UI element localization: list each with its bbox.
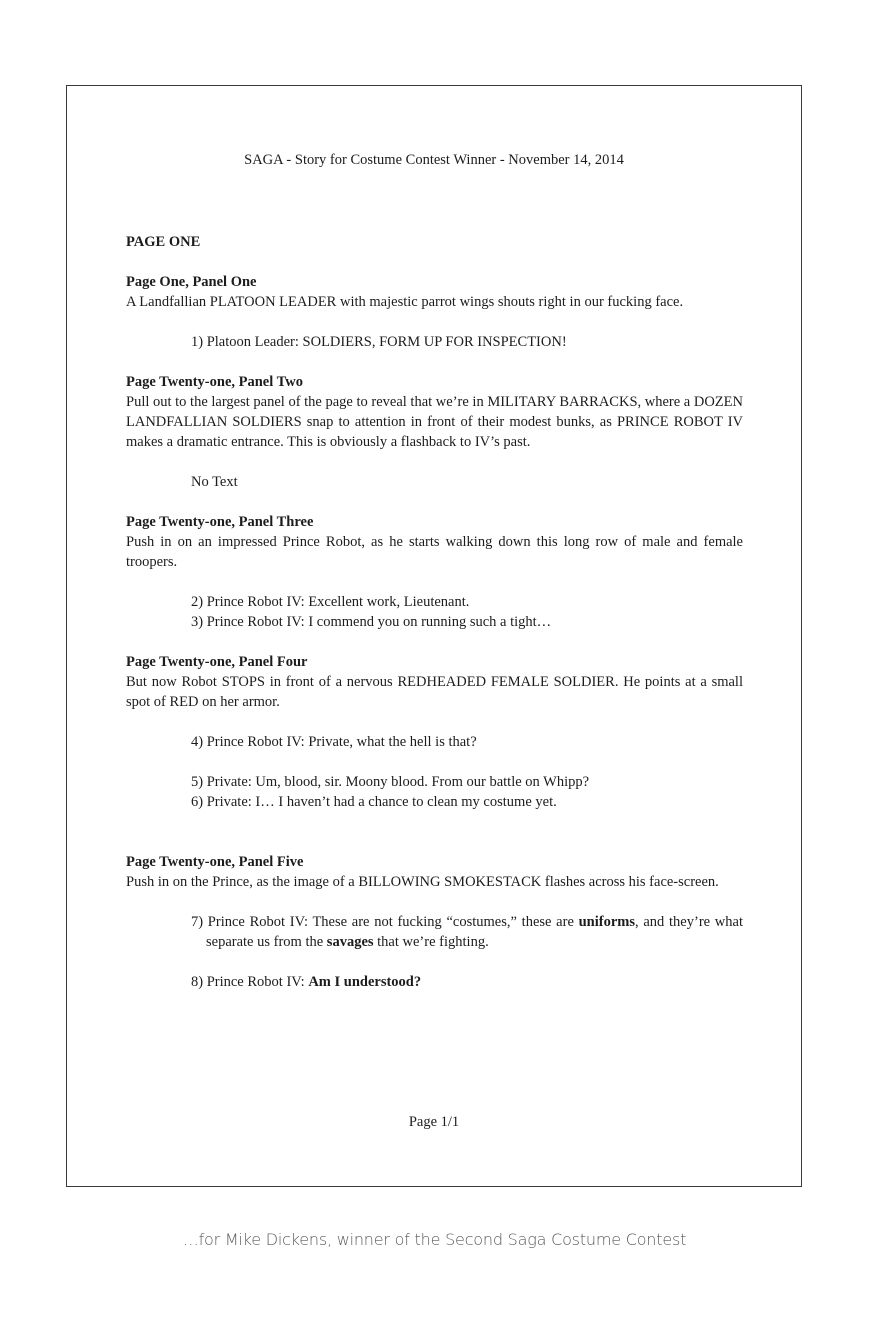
emphasis-text: savages	[326, 934, 374, 950]
page-number: Page 1/1	[408, 1114, 460, 1130]
dialogue-line: 5) Private: Um, blood, sir. Moony blood. From our battle on Whipp?	[191, 774, 590, 790]
panel-title: Page One, Panel One	[126, 274, 257, 290]
dialogue-text: , and they’re what separate us from the	[206, 914, 743, 950]
dialogue-text: 8) Prince Robot IV:	[191, 974, 309, 990]
script-body	[126, 232, 743, 1012]
panel-one	[126, 272, 743, 352]
dialogue-line: 6) Private: I… I haven’t had a chance to clean my costume yet.	[191, 794, 557, 810]
spacer	[126, 752, 743, 772]
script-page	[66, 85, 802, 1187]
panel-title: Page Twenty-one, Panel Three	[126, 514, 314, 530]
dialogue-group	[126, 472, 743, 492]
dialogue-text: that we’re fighting.	[373, 934, 489, 950]
dedication-caption: …for Mike Dickens, winner of the Second Saga Costume Contest	[182, 1230, 687, 1249]
dialogue-line: 1) Platoon Leader: SOLDIERS, FORM UP FOR INSPECTION!	[191, 334, 567, 350]
panel-four	[126, 652, 743, 812]
panel-two	[126, 372, 743, 492]
dialogue-group	[126, 332, 743, 352]
dialogue-line: 2) Prince Robot IV: Excellent work, Lieutenant.	[191, 594, 470, 610]
panel-description: Pull out to the largest panel of the page to reveal that we’re in MILITARY BARRACKS, where a DOZEN LANDFALLIAN SOLDIERS snap to attention in front of their modest bunks, as PRINCE ROBOT IV makes a dramatic entrance. This is obviously a flashback to IV’s past.	[126, 394, 743, 450]
panel-three	[126, 512, 743, 632]
dialogue-group	[126, 912, 743, 992]
dialogue-line: No Text	[191, 474, 238, 490]
spacer	[126, 952, 743, 972]
dialogue-line	[126, 912, 743, 952]
panel-title: Page Twenty-one, Panel Two	[126, 374, 303, 390]
dialogue-line: 4) Prince Robot IV: Private, what the hell is that?	[191, 734, 477, 750]
emphasis-text: Am I understood?	[308, 974, 422, 990]
panel-description: Push in on an impressed Prince Robot, as he starts walking down this long row of male and female troopers.	[126, 534, 743, 570]
panel-description: A Landfallian PLATOON LEADER with majestic parrot wings shouts right in our fucking face.	[126, 294, 684, 310]
panel-title: Page Twenty-one, Panel Five	[126, 854, 304, 870]
dialogue-line	[126, 972, 743, 992]
document-title: SAGA - Story for Costume Contest Winner - November 14, 2014	[244, 152, 624, 168]
dialogue-text: 7) Prince Robot IV: These are not fucking “costumes,” these are	[191, 914, 579, 930]
dialogue-group	[126, 592, 743, 632]
emphasis-text: uniforms	[578, 914, 636, 930]
panel-title: Page Twenty-one, Panel Four	[126, 654, 308, 670]
panel-five	[126, 852, 743, 992]
panel-description: Push in on the Prince, as the image of a BILLOWING SMOKESTACK flashes across his face-screen.	[126, 874, 719, 890]
dialogue-line: 3) Prince Robot IV: I commend you on running such a tight…	[191, 614, 552, 630]
panel-description: But now Robot STOPS in front of a nervous REDHEADED FEMALE SOLDIER. He points at a small spot of RED on her armor.	[126, 674, 743, 710]
page-heading: PAGE ONE	[126, 234, 201, 250]
dialogue-group	[126, 732, 743, 812]
